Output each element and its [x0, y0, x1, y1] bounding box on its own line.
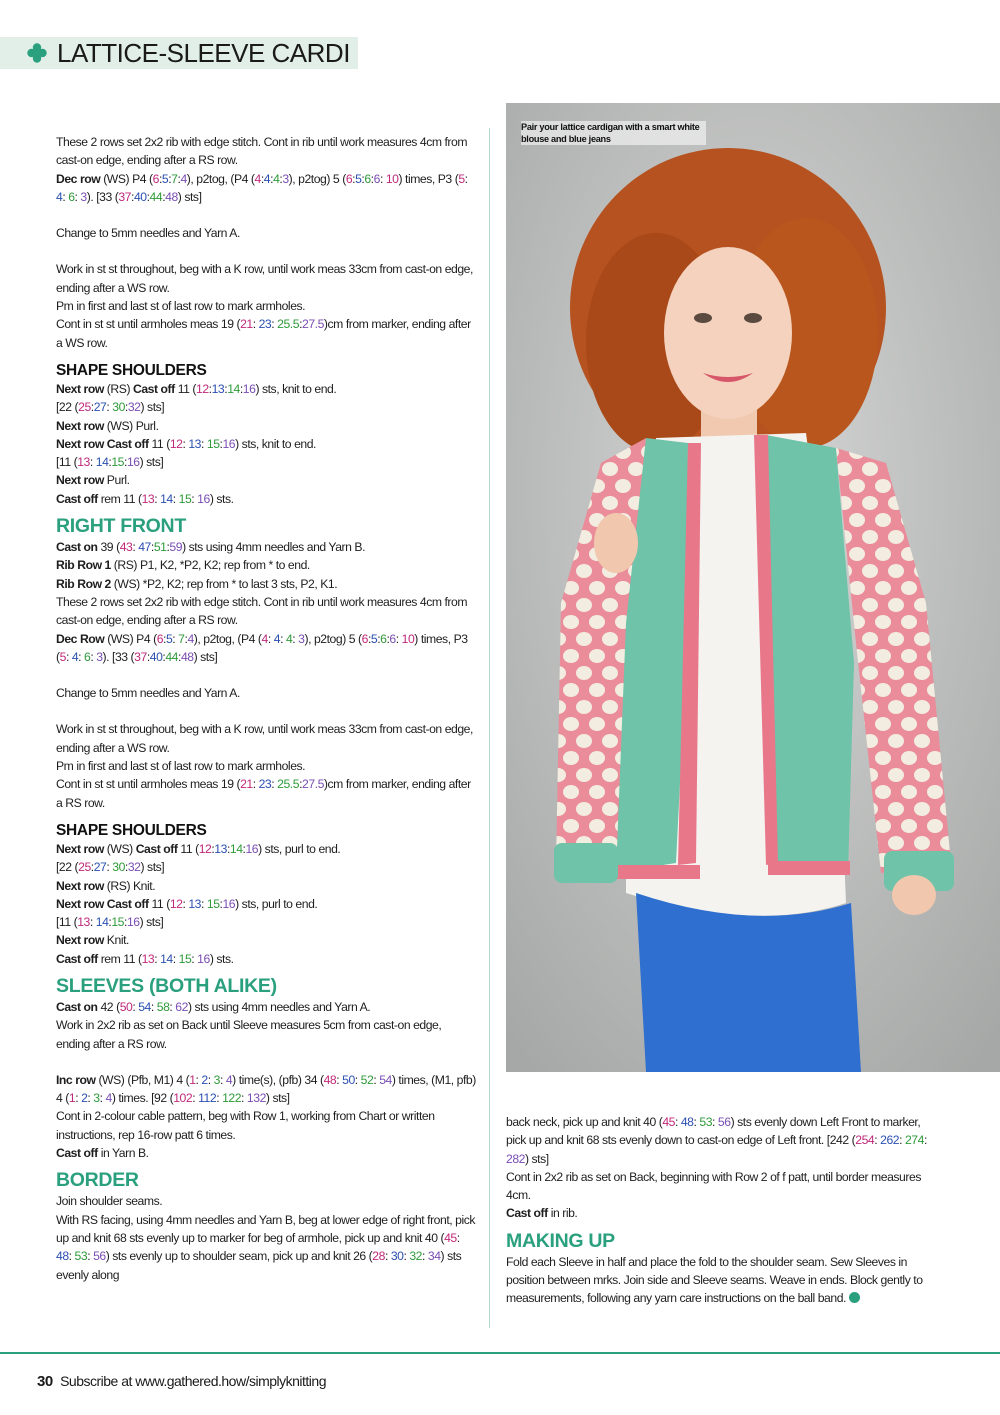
- instruction-line: Cast on 42 (50: 54: 58: 62) sts using 4mm needles and Yarn A.: [56, 999, 371, 1014]
- instruction-line: Next row (RS) Knit.: [56, 878, 156, 893]
- page-number: 30: [37, 1373, 53, 1390]
- paragraph: With RS facing, using 4mm needles and Yarn B, beg at lower edge of right front, pick up and knit 68 sts evenly up to marker for beg of armhole, pick up and knit 40 (45: 48: 53: 56) sts evenly up to shoulder seam, pick up and knit 26 (28: 30: 32: 34) sts evenly along: [56, 1212, 476, 1282]
- dec-row: Dec row (WS) P4 (6:5:7:4), p2tog, (P4 (4:4:4:3), p2tog) 5 (6:5:6:6: 10) times, P3 (5: 4: 6: 3). [33 (37:40:44:48) sts]: [56, 171, 468, 204]
- left-column: [56, 133, 476, 1284]
- instruction-line: Cast off rem 11 (13: 14: 15: 16) sts.: [56, 491, 234, 506]
- paragraph: Change to 5mm needles and Yarn A.: [56, 686, 240, 701]
- instruction-line: Next row Knit.: [56, 933, 129, 948]
- instruction-line: [11 (13: 14:15:16) sts]: [56, 455, 164, 470]
- paragraph: Pm in first and last st of last row to mark armholes.: [56, 759, 306, 774]
- section-heading: MAKING UP: [506, 1229, 615, 1252]
- instruction-line: [22 (25:27: 30:32) sts]: [56, 400, 165, 415]
- paragraph: Cont in st st until armholes meas 19 (21: 23: 25.5:27.5)cm from marker, ending after a RS row.: [56, 777, 471, 810]
- section-heading: BORDER: [56, 1169, 139, 1192]
- model-photo: [506, 103, 1000, 1072]
- paragraph: These 2 rows set 2x2 rib with edge stitch. Cont in rib until work measures 4cm from cast-on edge, ending after a RS row.: [56, 594, 468, 628]
- inc-row: Inc row (WS) (Pfb, M1) 4 (1: 2: 3: 4) time(s), (pfb) 34 (48: 50: 52: 54) times, (M1, pfb) 4 (1: 2: 3: 4) times. [92 (102: 112: 122: 132) sts]: [56, 1072, 476, 1106]
- instruction-line: [22 (25:27: 30:32) sts]: [56, 860, 165, 875]
- right-column: [506, 1113, 936, 1308]
- footer: [37, 1373, 326, 1390]
- footer-link[interactable]: Subscribe at www.gathered.how/simplyknitting: [60, 1373, 326, 1389]
- end-mark-icon: [849, 1292, 860, 1303]
- paragraph: Fold each Sleeve in half and place the fold to the shoulder seam. Sew Sleeves in position between mrks. Join side and Sleeve seams. Weave in ends. Block gently to measurements, following any yarn care instructions on the ball band.: [506, 1254, 923, 1306]
- paragraph: Change to 5mm needles and Yarn A.: [56, 226, 240, 241]
- instruction-line: Next row Purl.: [56, 473, 130, 488]
- footer-rule: [0, 1352, 1000, 1354]
- paragraph: These 2 rows set 2x2 rib with edge stitch. Cont in rib until work measures 4cm from cast-on edge, ending after a RS row.: [56, 135, 468, 168]
- paragraph: Pm in first and last st of last row to mark armholes.: [56, 299, 306, 314]
- instruction-line: Next row Cast off 11 (12: 13: 15:16) sts, purl to end.: [56, 896, 318, 911]
- clover-icon: [26, 42, 48, 64]
- instruction-line: Cast off rem 11 (13: 14: 15: 16) sts.: [56, 951, 234, 966]
- photo-caption: Pair your lattice cardigan with a smart white blouse and blue jeans: [521, 121, 706, 145]
- dec-row: Dec Row (WS) P4 (6:5: 7:4), p2tog, (P4 (4: 4: 4: 3), p2tog) 5 (6:5:6:6: 10) times, P3 (5: 4: 6: 3). [33 (37:40:44:48) sts]: [56, 631, 468, 664]
- instruction-line: Cast on 39 (43: 47:51:59) sts using 4mm needles and Yarn B.: [56, 540, 366, 555]
- paragraph: back neck, pick up and knit 40 (45: 48: 53: 56) sts evenly down Left Front to marker, pick up and knit 68 sts evenly down to cast-on edge of Left front. [242 (254: 262: 274: 282) sts]: [506, 1115, 927, 1166]
- instruction-line: Rib Row 2 (WS) *P2, K2; rep from * to last 3 sts, P2, K1.: [56, 576, 338, 591]
- column-divider: [489, 128, 490, 1328]
- section-heading: SLEEVES (BOTH ALIKE): [56, 974, 277, 997]
- section-heading: SHAPE SHOULDERS: [56, 361, 207, 379]
- instruction-line: Next row (WS) Cast off 11 (12:13:14:16) sts, purl to end.: [56, 841, 341, 856]
- page-title: LATTICE-SLEEVE CARDI: [57, 38, 350, 68]
- paragraph: Work in st st throughout, beg with a K row, until work meas 33cm from cast-on edge, ending after a WS row.: [56, 722, 473, 755]
- section-heading: SHAPE SHOULDERS: [56, 821, 207, 839]
- instruction-line: Next row (RS) Cast off 11 (12:13:14:16) sts, knit to end.: [56, 381, 337, 396]
- instruction-line: Next row Cast off 11 (12: 13: 15:16) sts, knit to end.: [56, 436, 316, 451]
- instruction-line: Cast off in rib.: [506, 1206, 578, 1221]
- instruction-line: Cast off in Yarn B.: [56, 1146, 149, 1161]
- paragraph: Cont in 2-colour cable pattern, beg with Row 1, working from Chart or written instructions, rep 16-row patt 6 times.: [56, 1109, 435, 1142]
- instruction-line: Next row (WS) Purl.: [56, 418, 159, 433]
- paragraph: Join shoulder seams.: [56, 1194, 163, 1209]
- paragraph: Cont in st st until armholes meas 19 (21: 23: 25.5:27.5)cm from marker, ending after a WS row.: [56, 317, 471, 350]
- paragraph: Work in 2x2 rib as set on Back until Sleeve measures 5cm from cast-on edge, ending after a RS row.: [56, 1018, 442, 1051]
- section-heading: RIGHT FRONT: [56, 515, 186, 538]
- paragraph: Work in st st throughout, beg with a K row, until work meas 33cm from cast-on edge, ending after a WS row.: [56, 262, 473, 295]
- paragraph: Cont in 2x2 rib as set on Back, beginning with Row 2 of f patt, until border measures 4cm.: [506, 1169, 921, 1203]
- instruction-line: [11 (13: 14:15:16) sts]: [56, 915, 164, 930]
- instruction-line: Rib Row 1 (RS) P1, K2, *P2, K2; rep from * to end.: [56, 558, 310, 573]
